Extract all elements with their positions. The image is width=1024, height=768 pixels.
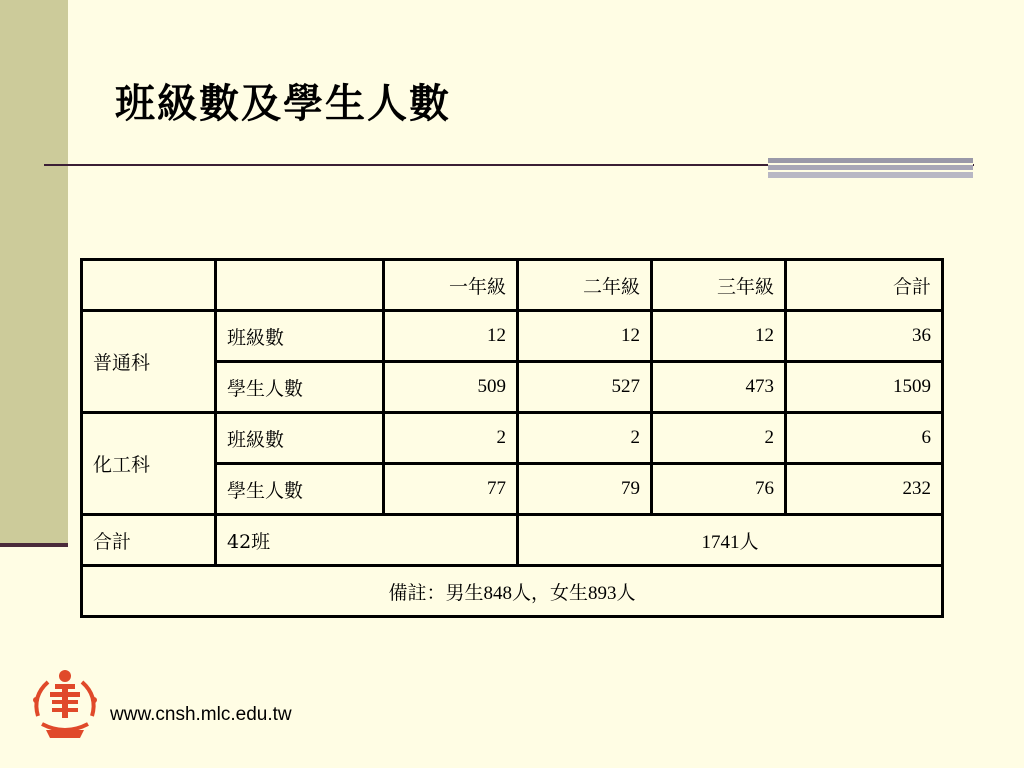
- table-cell: 6: [786, 413, 943, 464]
- row-label: 學生人數: [216, 464, 384, 515]
- table-cell: 2: [518, 413, 652, 464]
- table-cell: 509: [384, 362, 518, 413]
- table-cell: 527: [518, 362, 652, 413]
- table-cell: 77: [384, 464, 518, 515]
- group-label: 普通科: [82, 311, 216, 413]
- table-row: [82, 413, 943, 464]
- total-students: 1741人: [518, 515, 943, 566]
- total-label: 合計: [82, 515, 216, 566]
- header-cell: 一年級: [384, 260, 518, 311]
- title-accent-bar: [768, 158, 973, 178]
- footer-url: www.cnsh.mlc.edu.tw: [110, 704, 292, 725]
- note-suffix: 人: [616, 581, 636, 604]
- table-cell: 473: [652, 362, 786, 413]
- note-row: [82, 566, 943, 617]
- enrollment-table: [80, 258, 944, 618]
- note-mid: 人，女生: [511, 581, 588, 604]
- table-cell: 1509: [786, 362, 943, 413]
- note-male-count: 848: [483, 582, 512, 604]
- row-label: 班級數: [216, 311, 384, 362]
- table-cell: 79: [518, 464, 652, 515]
- table-row: [82, 311, 943, 362]
- table-cell: 232: [786, 464, 943, 515]
- school-emblem-icon: [28, 666, 102, 742]
- header-cell: 合計: [786, 260, 943, 311]
- header-cell-empty: [82, 260, 216, 311]
- table-cell: 76: [652, 464, 786, 515]
- table-cell: 2: [384, 413, 518, 464]
- row-label: 學生人數: [216, 362, 384, 413]
- table-header-row: [82, 260, 943, 311]
- side-bar-rule: [0, 543, 68, 547]
- header-cell: 二年級: [518, 260, 652, 311]
- table-cell: 12: [384, 311, 518, 362]
- header-cell-empty: [216, 260, 384, 311]
- side-bar: [0, 0, 68, 545]
- table-cell: 36: [786, 311, 943, 362]
- header-cell: 三年級: [652, 260, 786, 311]
- note-cell: [82, 566, 943, 617]
- note-female-count: 893: [588, 582, 617, 604]
- group-label: 化工科: [82, 413, 216, 515]
- table-cell: 12: [518, 311, 652, 362]
- table-cell: 12: [652, 311, 786, 362]
- page-title: 班級數及學生人數: [115, 80, 451, 127]
- table-cell: 2: [652, 413, 786, 464]
- total-row: [82, 515, 943, 566]
- total-classes: 42班: [216, 515, 518, 566]
- note-prefix: 備註：男生: [388, 581, 484, 604]
- row-label: 班級數: [216, 413, 384, 464]
